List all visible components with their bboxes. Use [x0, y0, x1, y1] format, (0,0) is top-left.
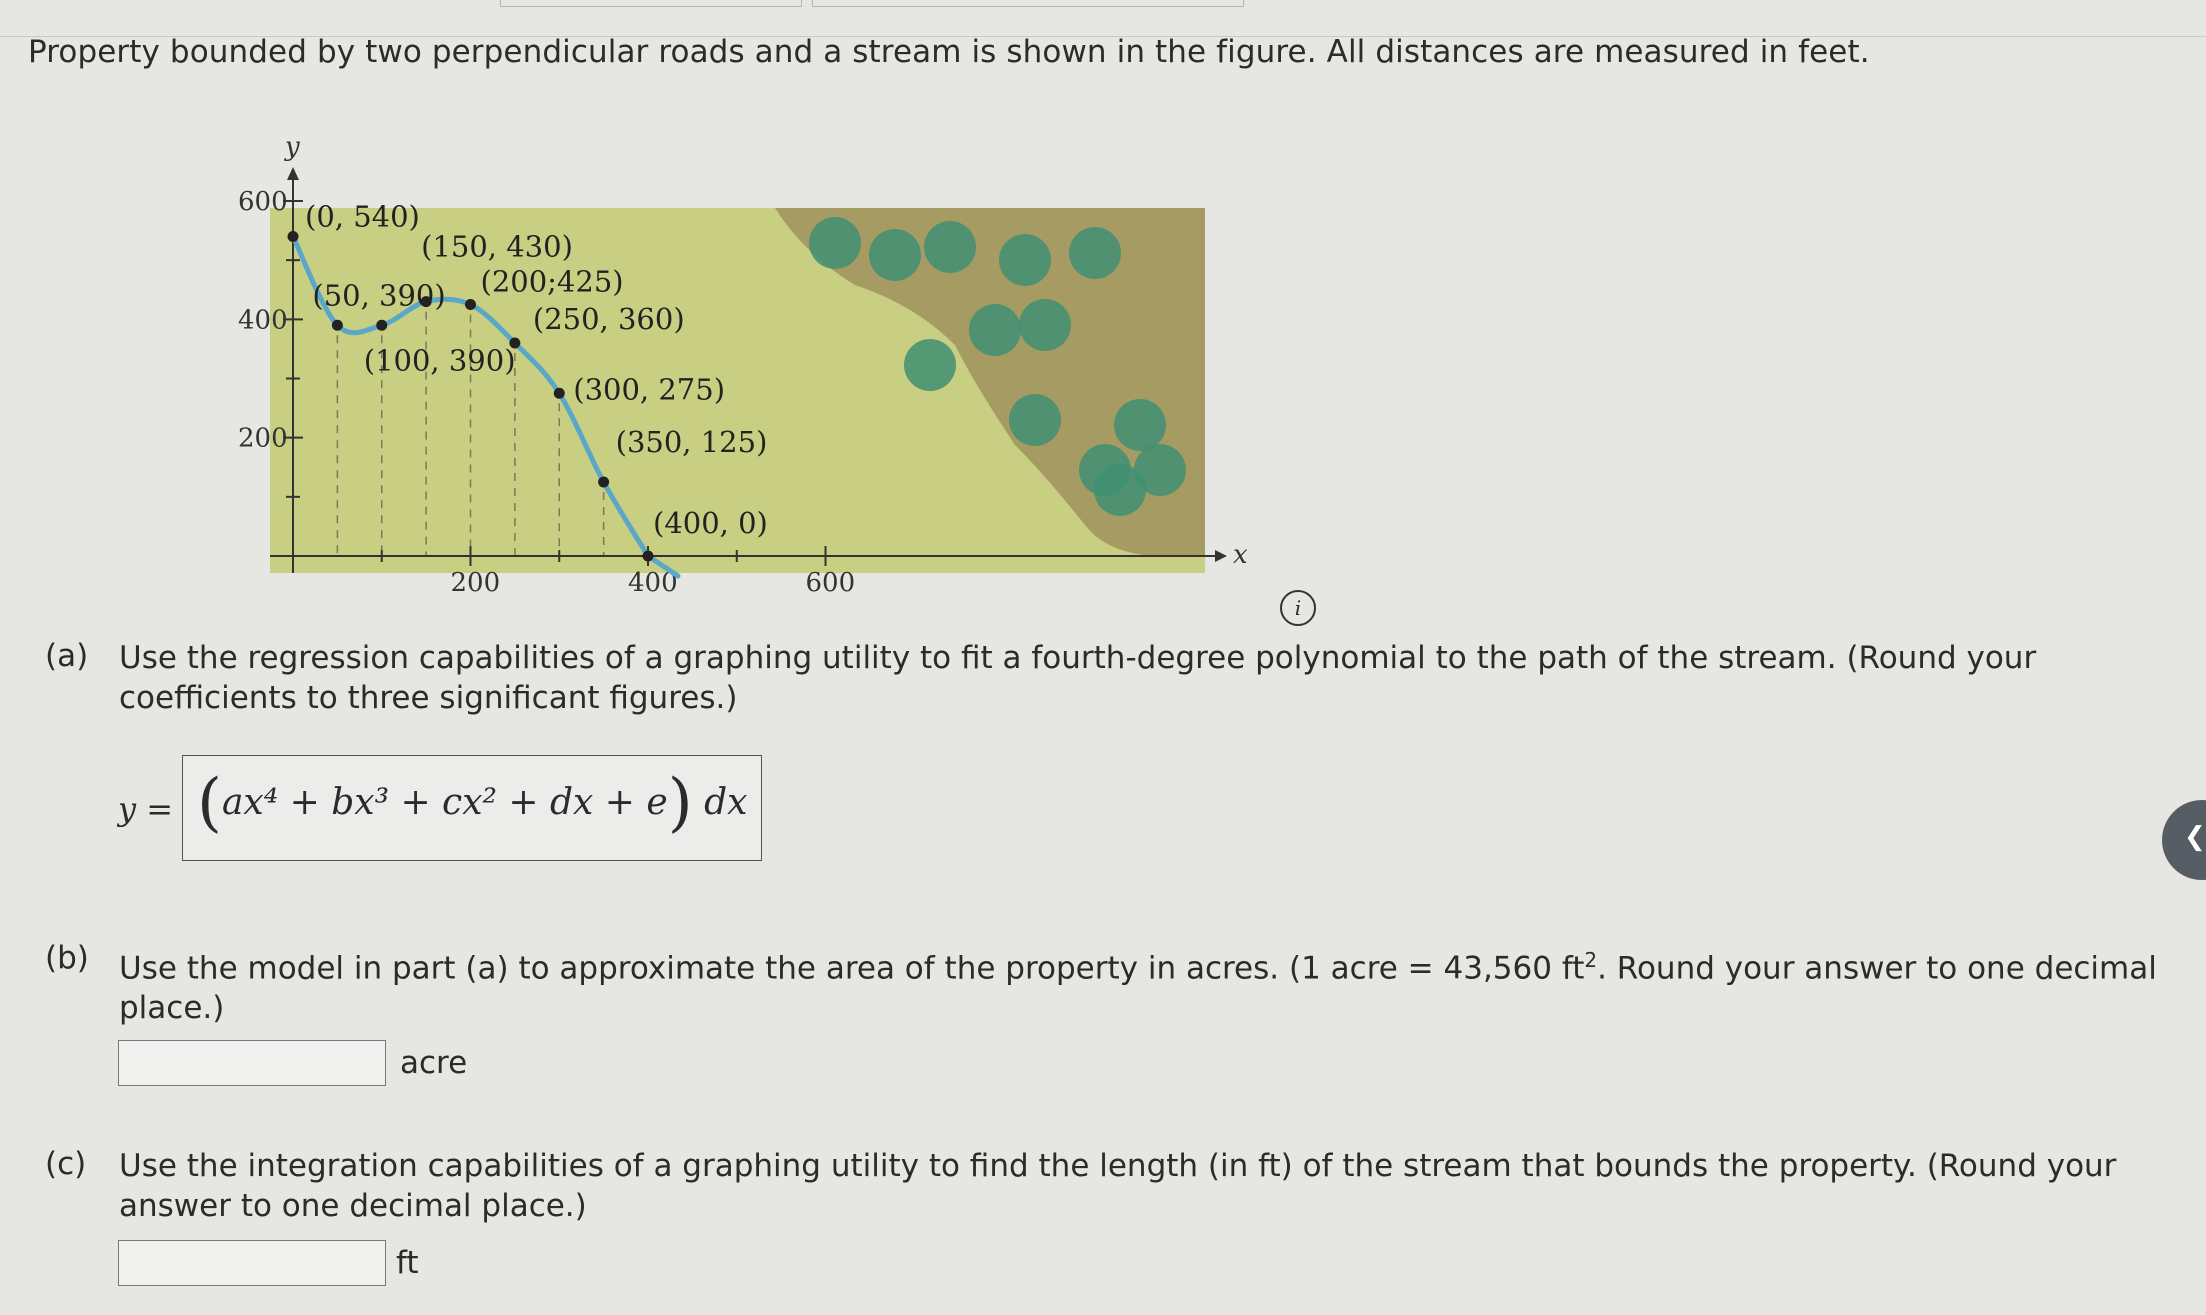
data-point [288, 231, 299, 242]
area-answer-input[interactable] [118, 1040, 386, 1086]
x-tick-label: 200 [450, 568, 501, 598]
point-label: (300, 275) [573, 372, 726, 407]
equation-box[interactable] [182, 755, 762, 861]
tree-icon [869, 229, 921, 281]
point-label: (50, 390) [312, 278, 446, 313]
top-tab-edge [500, 0, 802, 7]
part-b-text-post: . Round your answer to one decimal place.) [119, 950, 2157, 1027]
data-point [465, 299, 476, 310]
top-tab-edge [812, 0, 1244, 7]
y-tick-label: 200 [238, 423, 288, 454]
point-label: (100, 390) [363, 343, 516, 378]
info-icon[interactable]: i [1280, 590, 1316, 626]
right-paren: ) [667, 766, 693, 840]
tree-icon [1114, 399, 1166, 451]
part-b-text [119, 940, 2179, 1028]
tree-icon [1019, 299, 1071, 351]
tree-icon [1069, 227, 1121, 279]
point-label: (400, 0) [653, 506, 768, 540]
polynomial-expression: ax⁴ + bx³ + cx² + dx + e [221, 782, 668, 823]
data-point [376, 320, 387, 331]
x-axis-arrow [1215, 550, 1227, 562]
point-label: (250, 360) [532, 302, 685, 336]
property-figure [215, 125, 1265, 625]
data-point [643, 551, 654, 562]
chevron-left-icon: ❮ [2184, 822, 2206, 852]
tree-icon [924, 221, 976, 273]
tree-icon [904, 339, 956, 391]
data-point [554, 388, 565, 399]
tree-icon [1009, 394, 1061, 446]
side-panel-button[interactable] [2162, 800, 2206, 880]
tree-icon [999, 234, 1051, 286]
problem-intro: Property bounded by two perpendicular roads and a stream is shown in the figure. All distances are measured in feet. [28, 34, 1870, 70]
part-c-text: Use the integration capabilities of a graphing utility to find the length (in ft) of the stream that bounds the property. (Round your answer to one decimal place.) [119, 1148, 2117, 1224]
tree-icon [1094, 464, 1146, 516]
left-paren: ( [197, 766, 222, 840]
ft-unit: ft [396, 1245, 419, 1281]
acre-unit: acre [400, 1045, 468, 1081]
part-b-text-pre: Use the model in part (a) to approximate the area of the property in acres. (1 acre = 43,560 ft [119, 950, 1585, 987]
tree-icon [809, 217, 861, 269]
tree-icon [969, 304, 1021, 356]
point-label: (150, 430) [421, 229, 573, 264]
part-a-letter: (a) [45, 638, 89, 674]
part-b-sup: 2 [1584, 948, 1598, 972]
x-axis-label: x [1233, 540, 1248, 570]
point-label: (350, 125) [615, 425, 768, 460]
y-tick-label: 400 [238, 305, 288, 336]
y-tick-label: 600 [238, 187, 288, 217]
equation-lhs: y = [118, 790, 174, 828]
part-a-text: Use the regression capabilities of a graphing utility to fit a fourth-degree polynomial to the path of the stream. (Round your coefficients to three significant figures.) [119, 640, 2037, 716]
y-axis-arrow [287, 167, 299, 180]
point-label: (0, 540) [305, 199, 420, 234]
point-label: (200;425) [480, 264, 624, 299]
part-b-letter: (b) [45, 940, 89, 976]
x-tick-label: 600 [805, 568, 856, 598]
dx-label: dx [704, 782, 748, 823]
y-axis-label: y [285, 132, 300, 162]
part-c-letter: (c) [45, 1146, 87, 1182]
length-answer-input[interactable] [118, 1240, 386, 1286]
x-tick-label: 400 [628, 568, 678, 598]
data-point [598, 477, 609, 488]
data-point [332, 320, 343, 331]
